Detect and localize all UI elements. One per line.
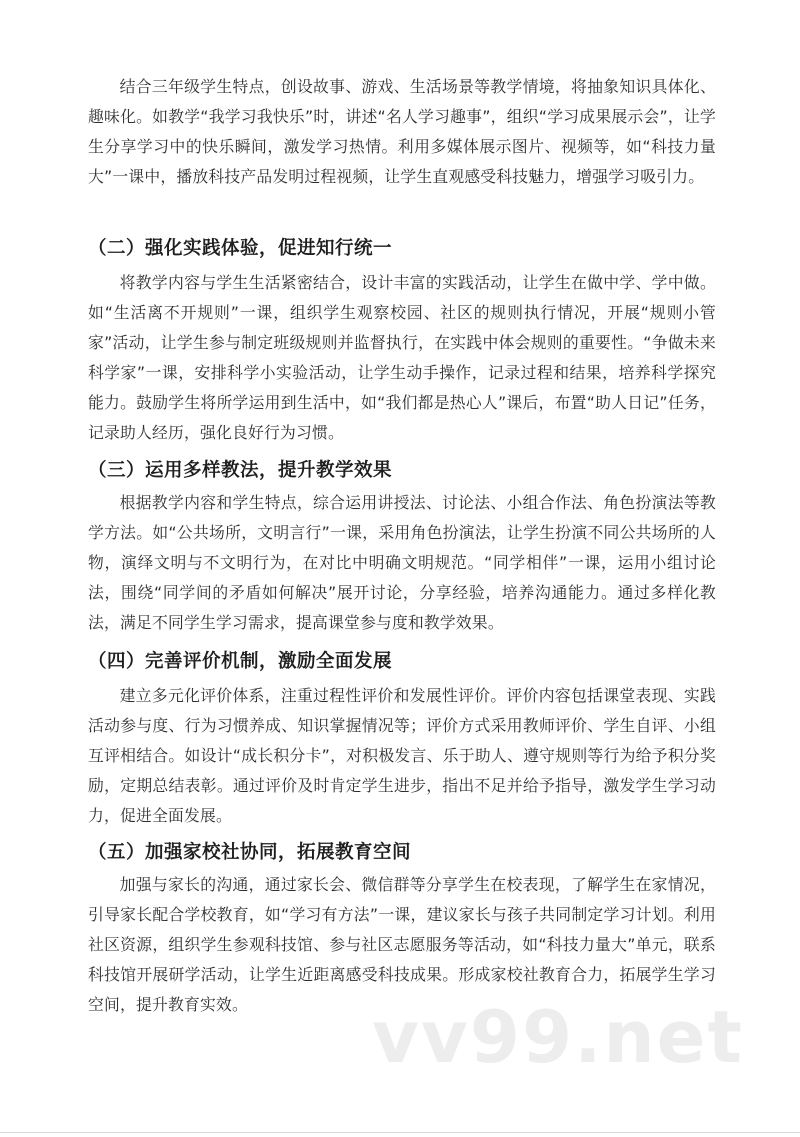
section-3 bbox=[88, 488, 716, 638]
section-2 bbox=[88, 268, 716, 448]
section-paragraph-5: 加强与家长的沟通，通过家长会、微信群等分享学生在校表现，了解学生在家情况，引导家长配合学校教育，如“学习有方法”一课，建议家长与孩子共同制定学习计划。利用社区资源，组织学生参观科技馆、参与社区志愿服务等活动，如“科技力量大”单元，联系科技馆开展研学活动，让学生近距离感受科技成果。形成家校社教育合力，拓展学生学习空间，提升教育实效。 bbox=[88, 875, 716, 1014]
section-4 bbox=[88, 681, 716, 831]
section-heading-3: （三）运用多样教法，提升教学效果 bbox=[88, 460, 393, 481]
section-paragraph-4: 建立多元化评价体系，注重过程性评价和发展性评价。评价内容包括课堂表现、实践活动参与度、行为习惯养成、知识掌握情况等；评价方式采用教师评价、学生自评、小组互评相结合。如设计“成长积分卡”，对积极发言、乐于助人、遵守规则等行为给予积分奖励，定期总结表彰。通过评价及时肯定学生进步，指出不足并给予指导，激发学生学习动力，促进全面发展。 bbox=[88, 686, 716, 825]
section-heading-4: （四）完善评价机制，激励全面发展 bbox=[88, 651, 393, 672]
section-paragraph-3: 根据教学内容和学生特点，综合运用讲授法、讨论法、小组合作法、角色扮演法等教学方法。如“公共场所，文明言行”一课，采用角色扮演法，让学生扮演不同公共场所的人物，演绎文明与不文明行为，在对比中明确文明规范。“同学相伴”一课，运用小组讨论法，围绕“同学间的矛盾如何解决”展开讨论，分享经验，培养沟通能力。通过多样化教法，满足不同学生学习需求，提高课堂参与度和教学效果。 bbox=[88, 493, 716, 632]
section-heading-2: （二）强化实践体验，促进知行统一 bbox=[88, 238, 393, 259]
section-5 bbox=[88, 870, 716, 1020]
page-bottom-divider bbox=[0, 1132, 800, 1133]
intro-paragraph: 结合三年级学生特点，创设故事、游戏、生活场景等教学情境，将抽象知识具体化、趣味化。如教学“我学习我快乐”时，讲述“名人学习趣事”，组织“学习成果展示会”，让学生分享学习中的快乐瞬间，激发学习热情。利用多媒体展示图片、视频等，如“科技力量大”一课中，播放科技产品发明过程视频，让学生直观感受科技魅力，增强学习吸引力。 bbox=[88, 77, 716, 186]
intro-section bbox=[88, 72, 716, 192]
section-paragraph-2: 将教学内容与学生生活紧密结合，设计丰富的实践活动，让学生在做中学、学中做。如“生活离不开规则”一课，组织学生观察校园、社区的规则执行情况，开展“规则小管家”活动，让学生参与制定班级规则并监督执行，在实践中体会规则的重要性。“争做未来科学家”一课，安排科学小实验活动，让学生动手操作，记录过程和结果，培养科学探究能力。鼓励学生将所学运用到生活中，如“我们都是热心人”课后，布置“助人日记”任务，记录助人经历，强化良好行为习惯。 bbox=[88, 273, 716, 442]
site-watermark: vv99.net bbox=[372, 995, 744, 1079]
section-heading-5: （五）加强家校社协同，拓展教育空间 bbox=[88, 842, 412, 863]
